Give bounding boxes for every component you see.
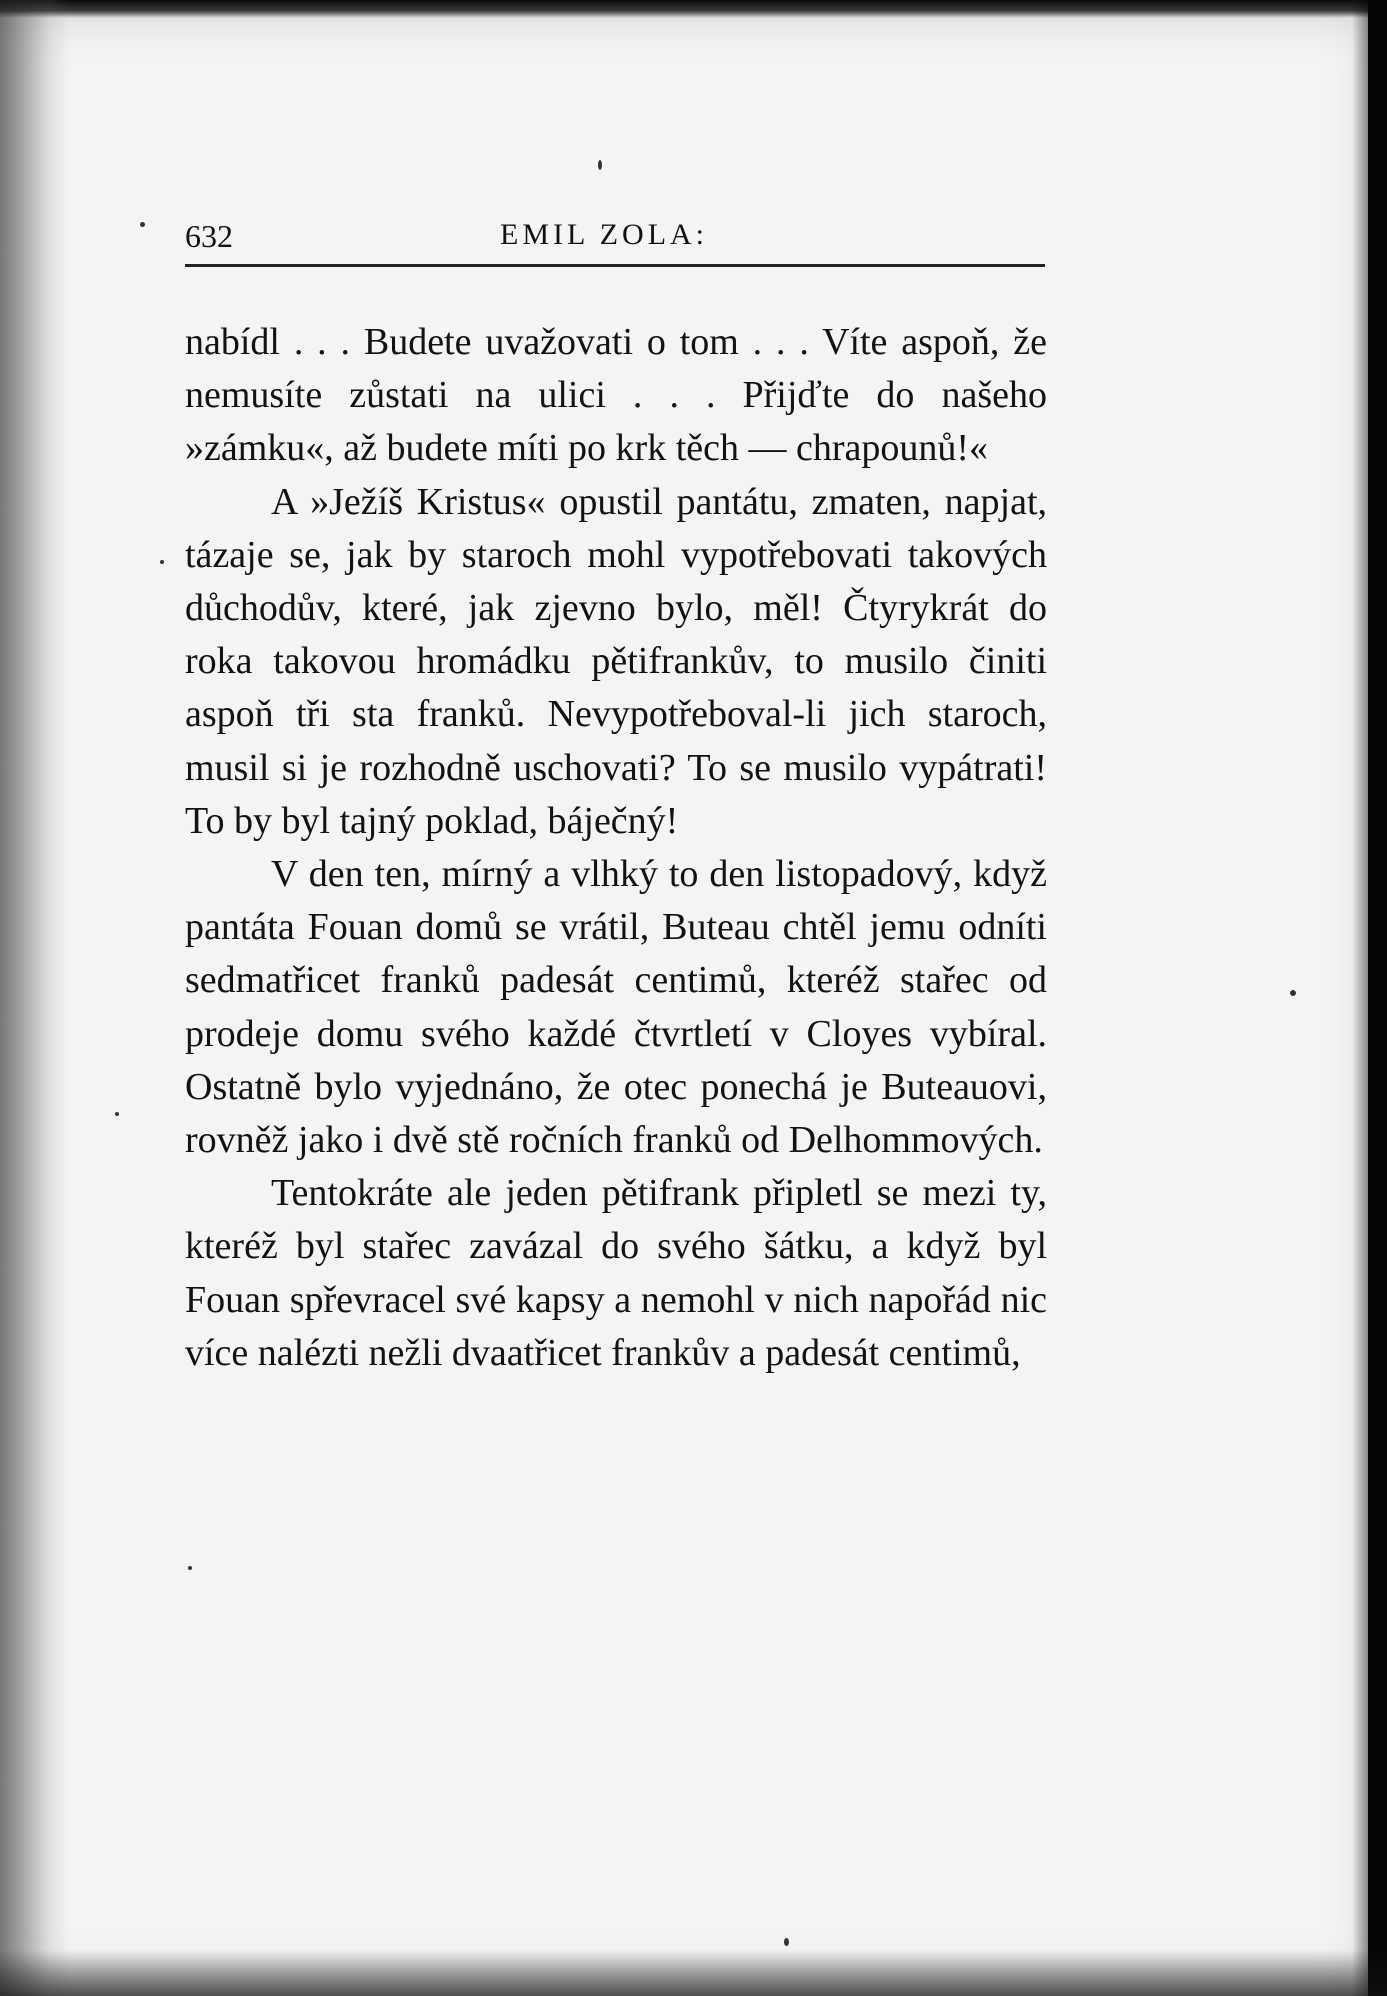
scan-speck: [598, 160, 602, 170]
page-number: 632: [185, 218, 233, 254]
book-spine: [1368, 0, 1387, 1996]
scan-speck: [140, 222, 145, 227]
running-head: EMIL ZOLA:: [500, 218, 709, 251]
paragraph: A »Ježíš Kristus« opustil pantátu, zmaten, napjat, tázaje se, jak by staroch mohl vypotřebovati takových důchodův, které, jak zjevno bylo, měl! Čtyrykrát do roka takovou hromádku pětifrankův, to musilo činiti aspoň tři sta franků. Nevypotřeboval-li jich staroch, musil si je rozhodně uschovati? To se musilo vypátrati! To by byl tajný poklad, báječný!: [185, 480, 1047, 842]
scan-bottom-edge: [0, 1950, 1387, 1996]
header-rule: [185, 264, 1045, 267]
page-header: [185, 210, 1045, 262]
scan-speck: [1290, 990, 1296, 996]
body-text: [185, 316, 1047, 1380]
scan-speck: [115, 1112, 119, 1116]
scan-speck: [188, 1566, 192, 1570]
scan-top-edge: [0, 0, 1387, 18]
scan-left-shadow: [0, 0, 70, 1996]
scan-speck: [160, 560, 164, 564]
paragraph: V den ten, mírný a vlhký to den listopadový, když pantáta Fouan domů se vrátil, Buteau chtěl jemu odníti sedmatřicet franků padesát centimů, kteréž stařec od prodeje domu svého každé čtvrtletí v Cloyes vybíral. Ostatně bylo vyjednáno, že otec ponechá je Buteauovi, rovněž jako i dvě stě ročních franků od Delhommových.: [185, 853, 1047, 1162]
paragraph: Tentokráte ale jeden pětifrank připletl se mezi ty, kteréž byl stařec zavázal do svého šátku, a když byl Fouan spřevracel své kapsy a nemohl v nich napořád nic více nalézti nežli dvaatřicet frankův a padesát centimů,: [185, 1172, 1047, 1374]
scan-speck: [784, 1938, 789, 1946]
paragraph: nabídl . . . Budete uvažovati o tom . . . Víte aspoň, že nemusíte zůstati na ulici . . . Přijďte do našeho »zámku«, až budete míti po krk těch — chrapounů!«: [185, 321, 1047, 470]
